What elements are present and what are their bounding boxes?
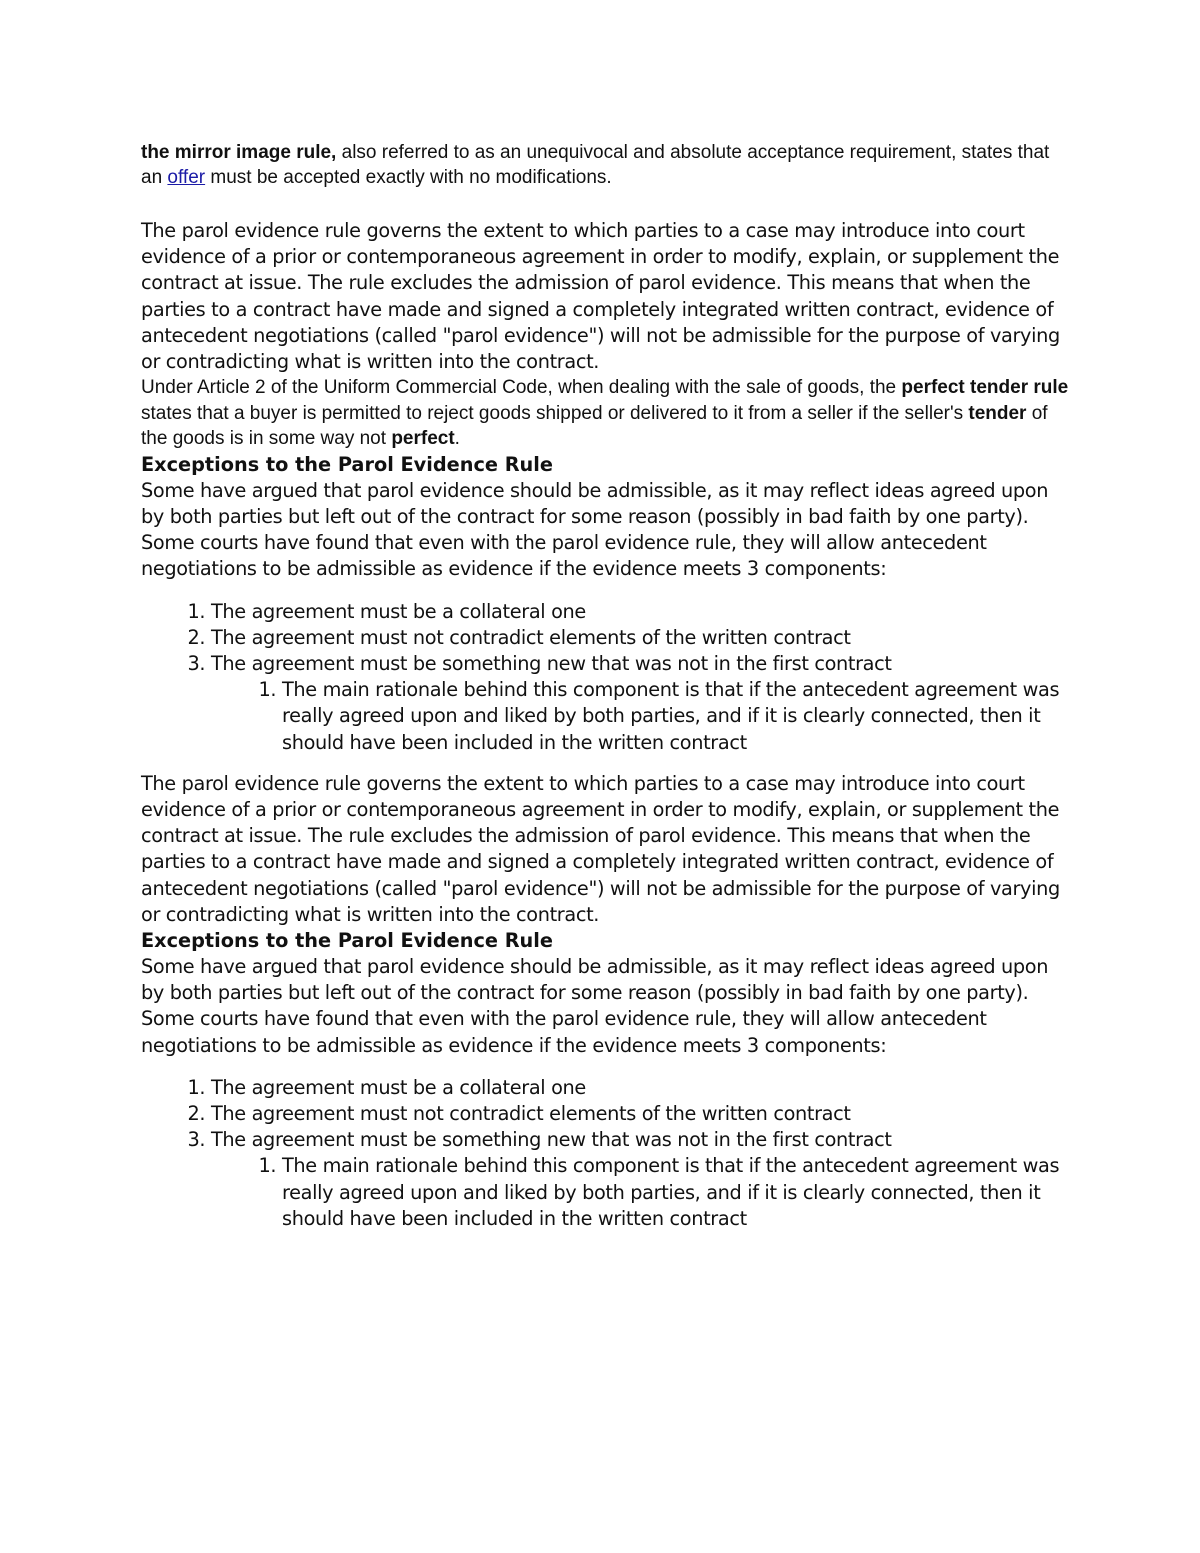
list-item [211,625,1071,651]
ucc-text-3: of the goods is in some way not [141,402,1048,450]
sub-component-text: The main rationale behind this component is that if the antecedent agreement was really agreed upon and liked by both parties, and if it is clearly connected, then it should have been included in the written contract [282,678,1060,754]
list-item [282,677,1071,756]
list-item [211,1127,1071,1232]
ucc-text-4: . [454,428,460,450]
perfect-tender-rule-term: perfect tender rule [901,377,1069,399]
sub-components-list [211,677,1071,756]
offer-link[interactable]: offer [167,167,206,188]
ucc-text-1: Under Article 2 of the Uniform Commercial Code, when dealing with the sale of goods, the [141,377,902,399]
parol-evidence-paragraph: The parol evidence rule governs the extent to which parties to a case may introduce into court evidence of a prior or contemporaneous agreement in order to modify, explain, or supplement the contract at issue. The rule excludes the admission of parol evidence. This means that when the parties to a contract have made and signed a completely integrated written contract, evidence of antecedent negotiations (called "parol evidence") will not be admissible for the purpose of varying or contradicting what is written into the contract. [141,771,1060,926]
list-item [282,1153,1071,1232]
exceptions-paragraph: Some have argued that parol evidence should be admissible, as it may reflect ideas agreed upon by both parties but left out of the contract for some reason (possibly in bad faith by one party). Some courts have found that even with the parol evidence rule, they will allow antecedent negotiations to be admissible as evidence if the evidence meets 3 components: [141,478,1049,581]
list-item [211,651,1071,756]
mirror-image-rule-term: the mirror image rule, [141,142,337,163]
component-text: The agreement must not contradict elements of the written contract [211,625,851,649]
perfect-term: perfect [391,428,455,450]
list-item [211,1075,1071,1101]
paragraph-spacer [141,190,1071,218]
exceptions-heading: Exceptions to the Parol Evidence Rule [141,928,553,952]
sub-components-list [211,1153,1071,1232]
intro-text-after-link: must be accepted exactly with no modifications. [205,167,612,188]
document-page [141,140,1071,1247]
component-text: The agreement must be a collateral one [211,1075,586,1099]
list-item [211,599,1071,625]
list-item [211,1101,1071,1127]
exceptions-heading: Exceptions to the Parol Evidence Rule [141,452,553,476]
component-text: The agreement must be a collateral one [211,599,586,623]
component-text: The agreement must not contradict elements of the written contract [211,1101,851,1125]
component-text: The agreement must be something new that was not in the first contract [211,651,892,675]
sub-component-text: The main rationale behind this component is that if the antecedent agreement was really agreed upon and liked by both parties, and if it is clearly connected, then it should have been included in the written contract [282,1154,1060,1230]
intro-text-before-link: also referred to as an unequivocal and absolute acceptance requirement, states that an [141,142,1050,188]
components-list [141,1075,1071,1232]
component-text: The agreement must be something new that was not in the first contract [211,1128,892,1152]
components-list [141,599,1071,756]
parol-evidence-paragraph: The parol evidence rule governs the extent to which parties to a case may introduce into court evidence of a prior or contemporaneous agreement in order to modify, explain, or supplement the contract at issue. The rule excludes the admission of parol evidence. This means that when the parties to a contract have made and signed a completely integrated written contract, evidence of antecedent negotiations (called "parol evidence") will not be admissible for the purpose of varying or contradicting what is written into the contract. [141,219,1060,374]
exceptions-paragraph: Some have argued that parol evidence should be admissible, as it may reflect ideas agreed upon by both parties but left out of the contract for some reason (possibly in bad faith by one party). Some courts have found that even with the parol evidence rule, they will allow antecedent negotiations to be admissible as evidence if the evidence meets 3 components: [141,954,1049,1057]
tender-term: tender [968,402,1027,424]
ucc-text-2: states that a buyer is permitted to reject goods shipped or delivered to it from a seller if the seller's [141,402,969,424]
perfect-tender-paragraph [141,375,1071,452]
mirror-image-rule-paragraph [141,140,1071,190]
